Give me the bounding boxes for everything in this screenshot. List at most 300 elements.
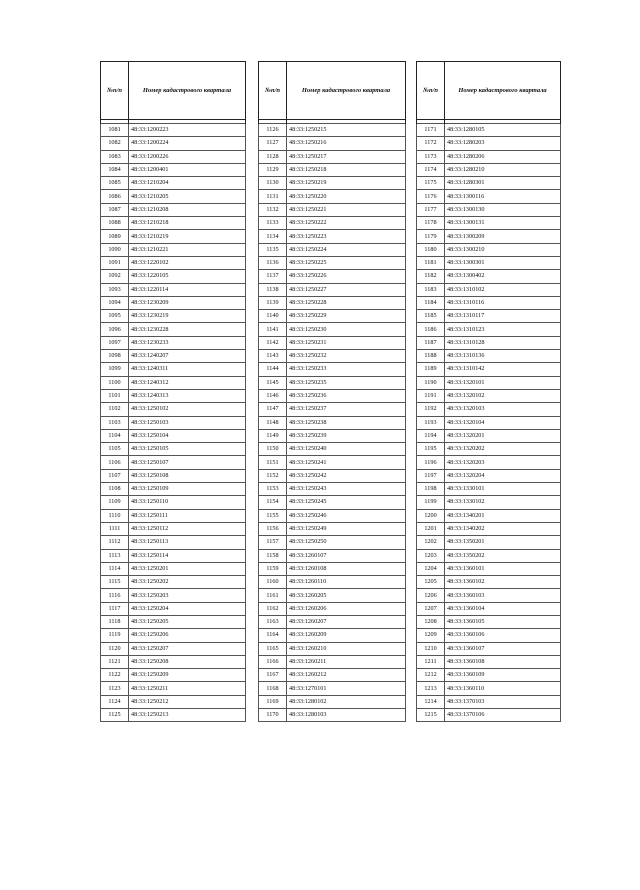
cadastral-quarter-number: 48:33:1250213 [129, 709, 246, 722]
table-row [101, 669, 246, 682]
row-number: 1180 [417, 243, 445, 256]
row-number: 1095 [101, 310, 129, 323]
cadastral-quarter-number: 48:33:1250240 [287, 443, 406, 456]
row-number: 1189 [417, 363, 445, 376]
table-row [101, 350, 246, 363]
row-number: 1192 [417, 403, 445, 416]
row-number: 1172 [417, 137, 445, 150]
cadastral-quarter-number: 48:33:1250242 [287, 469, 406, 482]
cadastral-quarter-number: 48:33:1280102 [287, 695, 406, 708]
table-row [417, 602, 561, 615]
row-number: 1196 [417, 456, 445, 469]
row-number: 1209 [417, 629, 445, 642]
row-number: 1193 [417, 416, 445, 429]
row-number: 1165 [259, 642, 287, 655]
table-row [417, 443, 561, 456]
row-number: 1168 [259, 682, 287, 695]
row-number: 1082 [101, 137, 129, 150]
cadastral-quarter-number: 48:33:1360101 [445, 562, 561, 575]
cadastral-quarter-number: 48:33:1260110 [287, 576, 406, 589]
row-number: 1144 [259, 363, 287, 376]
table-row [417, 137, 561, 150]
cadastral-quarter-number: 48:33:1250217 [287, 150, 406, 163]
table-row [259, 456, 406, 469]
table-row [101, 655, 246, 668]
row-number: 1102 [101, 403, 129, 416]
table-row [101, 296, 246, 309]
row-number: 1178 [417, 217, 445, 230]
table-row [417, 376, 561, 389]
row-number: 1207 [417, 602, 445, 615]
cadastral-quarter-number: 48:33:1310142 [445, 363, 561, 376]
row-number: 1211 [417, 655, 445, 668]
table-row [417, 669, 561, 682]
cadastral-quarter-number: 48:33:1220102 [129, 256, 246, 269]
table-row [417, 429, 561, 442]
row-number: 1113 [101, 549, 129, 562]
cadastral-quarter-number: 48:33:1240207 [129, 350, 246, 363]
row-number: 1213 [417, 682, 445, 695]
cadastral-quarter-number: 48:33:1210204 [129, 177, 246, 190]
cadastral-quarter-number: 48:33:1300116 [445, 190, 561, 203]
row-number: 1183 [417, 283, 445, 296]
row-number: 1145 [259, 376, 287, 389]
row-number: 1188 [417, 350, 445, 363]
cadastral-quarter-number: 48:33:1280203 [445, 137, 561, 150]
row-number: 1147 [259, 403, 287, 416]
header-quarter: Номер кадастрового квартала [445, 62, 561, 120]
row-number: 1135 [259, 243, 287, 256]
cadastral-quarter-number: 48:33:1250109 [129, 483, 246, 496]
row-number: 1194 [417, 429, 445, 442]
cadastral-quarter-number: 48:33:1300210 [445, 243, 561, 256]
table-row [101, 217, 246, 230]
cadastral-quarter-number: 48:33:1250249 [287, 522, 406, 535]
row-number: 1089 [101, 230, 129, 243]
cadastral-quarter-number: 48:33:1360104 [445, 602, 561, 615]
cadastral-quarter-number: 48:33:1370103 [445, 695, 561, 708]
row-number: 1096 [101, 323, 129, 336]
table-row [417, 230, 561, 243]
table-row [101, 562, 246, 575]
table-row [259, 536, 406, 549]
table-row [101, 695, 246, 708]
cadastral-quarter-number: 48:33:1360108 [445, 655, 561, 668]
row-number: 1110 [101, 509, 129, 522]
table-row [259, 190, 406, 203]
row-number: 1112 [101, 536, 129, 549]
cadastral-quarter-number: 48:33:1250201 [129, 562, 246, 575]
cadastral-quarter-number: 48:33:1250110 [129, 496, 246, 509]
cadastral-quarter-number: 48:33:1250103 [129, 416, 246, 429]
row-number: 1173 [417, 150, 445, 163]
table-row [417, 350, 561, 363]
header-quarter: Номер кадастрового квартала [129, 62, 246, 120]
row-number: 1125 [101, 709, 129, 722]
table-row [101, 483, 246, 496]
table-row [417, 243, 561, 256]
cadastral-quarter-number: 48:33:1300402 [445, 270, 561, 283]
row-number: 1121 [101, 655, 129, 668]
cadastral-quarter-number: 48:33:1240311 [129, 363, 246, 376]
table-row [417, 310, 561, 323]
cadastral-quarter-number: 48:33:1250211 [129, 682, 246, 695]
cadastral-quarter-number: 48:33:1350201 [445, 536, 561, 549]
cadastral-quarter-number: 48:33:1360105 [445, 615, 561, 628]
cadastral-quarter-number: 48:33:1310102 [445, 283, 561, 296]
cadastral-quarter-number: 48:33:1250222 [287, 217, 406, 230]
row-number: 1185 [417, 310, 445, 323]
table-row [259, 310, 406, 323]
table-row [101, 230, 246, 243]
cadastral-quarter-number: 48:33:1320202 [445, 443, 561, 456]
row-number: 1187 [417, 336, 445, 349]
cadastral-quarter-number: 48:33:1250224 [287, 243, 406, 256]
table-row [259, 709, 406, 722]
table-row [101, 642, 246, 655]
table-row [417, 124, 561, 137]
row-number: 1086 [101, 190, 129, 203]
cadastral-quarter-number: 48:33:1250202 [129, 576, 246, 589]
cadastral-quarter-number: 48:33:1200224 [129, 137, 246, 150]
cadastral-quarter-number: 48:33:1260107 [287, 549, 406, 562]
table-row [259, 403, 406, 416]
table-row [101, 310, 246, 323]
table-row [417, 323, 561, 336]
table-row [259, 350, 406, 363]
cadastral-quarter-number: 48:33:1250238 [287, 416, 406, 429]
table-row [101, 163, 246, 176]
row-number: 1090 [101, 243, 129, 256]
cadastral-quarter-number: 48:33:1250235 [287, 376, 406, 389]
table-row [101, 602, 246, 615]
row-number: 1118 [101, 615, 129, 628]
cadastral-quarter-number: 48:33:1280210 [445, 163, 561, 176]
row-number: 1204 [417, 562, 445, 575]
table-row [417, 536, 561, 549]
cadastral-quarter-number: 48:33:1250236 [287, 389, 406, 402]
table-row [417, 509, 561, 522]
table-row [417, 469, 561, 482]
row-number: 1092 [101, 270, 129, 283]
table-row [259, 416, 406, 429]
cadastral-quarter-number: 48:33:1250112 [129, 522, 246, 535]
table-row [259, 270, 406, 283]
table-row [101, 256, 246, 269]
row-number: 1133 [259, 217, 287, 230]
table-row [259, 336, 406, 349]
table-row [101, 243, 246, 256]
row-number: 1190 [417, 376, 445, 389]
table-row [417, 150, 561, 163]
cadastral-quarter-number: 48:33:1330102 [445, 496, 561, 509]
cadastral-quarter-number: 48:33:1360107 [445, 642, 561, 655]
cadastral-quarter-number: 48:33:1250203 [129, 589, 246, 602]
table-row [259, 655, 406, 668]
table-row [101, 456, 246, 469]
cadastral-quarter-number: 48:33:1260205 [287, 589, 406, 602]
row-number: 1091 [101, 256, 129, 269]
row-number: 1107 [101, 469, 129, 482]
row-number: 1184 [417, 296, 445, 309]
table-row [417, 615, 561, 628]
table-row [259, 669, 406, 682]
cadastral-quarter-number: 48:33:1250227 [287, 283, 406, 296]
cadastral-quarter-number: 48:33:1310128 [445, 336, 561, 349]
row-number: 1101 [101, 389, 129, 402]
row-number: 1177 [417, 203, 445, 216]
table-row [101, 615, 246, 628]
cadastral-quarter-number: 48:33:1210219 [129, 230, 246, 243]
row-number: 1150 [259, 443, 287, 456]
table-row [101, 150, 246, 163]
row-number: 1106 [101, 456, 129, 469]
table-row [259, 522, 406, 535]
row-number: 1097 [101, 336, 129, 349]
table-row [101, 203, 246, 216]
row-number: 1088 [101, 217, 129, 230]
cadastral-quarter-number: 48:33:1200401 [129, 163, 246, 176]
table-row [417, 403, 561, 416]
row-number: 1198 [417, 483, 445, 496]
table-row [259, 203, 406, 216]
table-row [101, 709, 246, 722]
row-number: 1100 [101, 376, 129, 389]
cadastral-quarter-number: 48:33:1250243 [287, 483, 406, 496]
cadastral-quarter-number: 48:33:1210221 [129, 243, 246, 256]
row-number: 1134 [259, 230, 287, 243]
cadastral-quarter-number: 48:33:1320201 [445, 429, 561, 442]
row-number: 1099 [101, 363, 129, 376]
table-row [417, 363, 561, 376]
row-number: 1155 [259, 509, 287, 522]
cadastral-quarter-number: 48:33:1260206 [287, 602, 406, 615]
cadastral-quarter-number: 48:33:1320101 [445, 376, 561, 389]
table-row [259, 469, 406, 482]
cadastral-quarter-number: 48:33:1250218 [287, 163, 406, 176]
table-row [259, 642, 406, 655]
cadastral-quarter-number: 48:33:1250219 [287, 177, 406, 190]
table-row [101, 124, 246, 137]
table-row [259, 695, 406, 708]
table-row [259, 150, 406, 163]
row-number: 1157 [259, 536, 287, 549]
row-number: 1151 [259, 456, 287, 469]
row-number: 1081 [101, 124, 129, 137]
cadastral-quarter-number: 48:33:1250206 [129, 629, 246, 642]
table-row [259, 562, 406, 575]
cadastral-quarter-number: 48:33:1360109 [445, 669, 561, 682]
table-row [259, 682, 406, 695]
table-row [259, 602, 406, 615]
table-row [417, 642, 561, 655]
row-number: 1108 [101, 483, 129, 496]
table-row [259, 137, 406, 150]
table-row [259, 243, 406, 256]
table-row [101, 137, 246, 150]
row-number: 1122 [101, 669, 129, 682]
table-row [101, 549, 246, 562]
row-number: 1166 [259, 655, 287, 668]
cadastral-quarter-number: 48:33:1250226 [287, 270, 406, 283]
cadastral-quarter-number: 48:33:1260211 [287, 655, 406, 668]
row-number: 1195 [417, 443, 445, 456]
cadastral-quarter-number: 48:33:1260207 [287, 615, 406, 628]
cadastral-quarter-number: 48:33:1230233 [129, 336, 246, 349]
cadastral-quarter-number: 48:33:1310136 [445, 350, 561, 363]
table-row [417, 336, 561, 349]
row-number: 1215 [417, 709, 445, 722]
cadastral-quarter-number: 48:33:1300130 [445, 203, 561, 216]
cadastral-quarter-number: 48:33:1320204 [445, 469, 561, 482]
row-number: 1212 [417, 669, 445, 682]
row-number: 1170 [259, 709, 287, 722]
cadastral-quarter-number: 48:33:1250239 [287, 429, 406, 442]
cadastral-quarter-number: 48:33:1260212 [287, 669, 406, 682]
cadastral-quarter-number: 48:33:1360102 [445, 576, 561, 589]
row-number: 1126 [259, 124, 287, 137]
row-number: 1087 [101, 203, 129, 216]
table-row [101, 323, 246, 336]
row-number: 1129 [259, 163, 287, 176]
table-row [417, 456, 561, 469]
table-row [417, 163, 561, 176]
table-row [259, 363, 406, 376]
table-row [417, 655, 561, 668]
cadastral-quarter-number: 48:33:1250223 [287, 230, 406, 243]
row-number: 1160 [259, 576, 287, 589]
row-number: 1120 [101, 642, 129, 655]
cadastral-quarter-number: 48:33:1250215 [287, 124, 406, 137]
table-row [101, 283, 246, 296]
cadastral-quarter-number: 48:33:1250208 [129, 655, 246, 668]
cadastral-quarter-number: 48:33:1250250 [287, 536, 406, 549]
table-row [417, 682, 561, 695]
cadastral-quarter-number: 48:33:1370106 [445, 709, 561, 722]
row-number: 1111 [101, 522, 129, 535]
cadastral-quarter-number: 48:33:1280105 [445, 124, 561, 137]
cadastral-table-2 [258, 61, 406, 722]
cadastral-quarter-number: 48:33:1250114 [129, 549, 246, 562]
table-row [259, 589, 406, 602]
cadastral-quarter-number: 48:33:1260209 [287, 629, 406, 642]
cadastral-quarter-number: 48:33:1300209 [445, 230, 561, 243]
row-number: 1181 [417, 256, 445, 269]
table-row [417, 203, 561, 216]
row-number: 1148 [259, 416, 287, 429]
cadastral-table-3 [416, 61, 561, 722]
row-number: 1163 [259, 615, 287, 628]
row-number: 1143 [259, 350, 287, 363]
table-row [259, 429, 406, 442]
table-row [101, 376, 246, 389]
cadastral-table-1 [100, 61, 246, 722]
row-number: 1146 [259, 389, 287, 402]
table-row [101, 496, 246, 509]
row-number: 1085 [101, 177, 129, 190]
row-number: 1123 [101, 682, 129, 695]
table-row [259, 443, 406, 456]
table-row [101, 469, 246, 482]
row-number: 1130 [259, 177, 287, 190]
cadastral-quarter-number: 48:33:1250108 [129, 469, 246, 482]
table-row [259, 296, 406, 309]
row-number: 1139 [259, 296, 287, 309]
cadastral-quarter-number: 48:33:1260108 [287, 562, 406, 575]
row-number: 1182 [417, 270, 445, 283]
row-number: 1191 [417, 389, 445, 402]
row-number: 1159 [259, 562, 287, 575]
table-row [417, 496, 561, 509]
row-number: 1186 [417, 323, 445, 336]
table-row [101, 416, 246, 429]
cadastral-quarter-number: 48:33:1210205 [129, 190, 246, 203]
cadastral-quarter-number: 48:33:1340202 [445, 522, 561, 535]
header-number: №п/п [417, 62, 445, 120]
row-number: 1132 [259, 203, 287, 216]
row-number: 1158 [259, 549, 287, 562]
row-number: 1156 [259, 522, 287, 535]
row-number: 1210 [417, 642, 445, 655]
row-number: 1127 [259, 137, 287, 150]
table-row [101, 509, 246, 522]
cadastral-quarter-number: 48:33:1210208 [129, 203, 246, 216]
table-row [417, 522, 561, 535]
row-number: 1140 [259, 310, 287, 323]
row-number: 1094 [101, 296, 129, 309]
cadastral-quarter-number: 48:33:1280103 [287, 709, 406, 722]
cadastral-quarter-number: 48:33:1350202 [445, 549, 561, 562]
cadastral-quarter-number: 48:33:1250113 [129, 536, 246, 549]
row-number: 1199 [417, 496, 445, 509]
row-number: 1205 [417, 576, 445, 589]
cadastral-quarter-number: 48:33:1250233 [287, 363, 406, 376]
cadastral-quarter-number: 48:33:1250230 [287, 323, 406, 336]
cadastral-quarter-number: 48:33:1340201 [445, 509, 561, 522]
table-row [101, 576, 246, 589]
cadastral-quarter-number: 48:33:1250212 [129, 695, 246, 708]
table-row [417, 629, 561, 642]
table-row [101, 190, 246, 203]
row-number: 1115 [101, 576, 129, 589]
row-number: 1171 [417, 124, 445, 137]
table-row [101, 403, 246, 416]
cadastral-quarter-number: 48:33:1250232 [287, 350, 406, 363]
row-number: 1149 [259, 429, 287, 442]
cadastral-quarter-number: 48:33:1310123 [445, 323, 561, 336]
row-number: 1203 [417, 549, 445, 562]
table-row [259, 230, 406, 243]
cadastral-quarter-number: 48:33:1220105 [129, 270, 246, 283]
table-row [417, 695, 561, 708]
table-row [259, 629, 406, 642]
cadastral-quarter-number: 48:33:1240312 [129, 376, 246, 389]
row-number: 1164 [259, 629, 287, 642]
row-number: 1105 [101, 443, 129, 456]
cadastral-quarter-number: 48:33:1250231 [287, 336, 406, 349]
row-number: 1167 [259, 669, 287, 682]
cadastral-quarter-number: 48:33:1250245 [287, 496, 406, 509]
table-row [417, 549, 561, 562]
table-row [101, 522, 246, 535]
row-number: 1200 [417, 509, 445, 522]
header-number: №п/п [101, 62, 129, 120]
row-number: 1152 [259, 469, 287, 482]
row-number: 1124 [101, 695, 129, 708]
table-row [259, 124, 406, 137]
table-row [259, 376, 406, 389]
cadastral-quarter-number: 48:33:1200223 [129, 124, 246, 137]
